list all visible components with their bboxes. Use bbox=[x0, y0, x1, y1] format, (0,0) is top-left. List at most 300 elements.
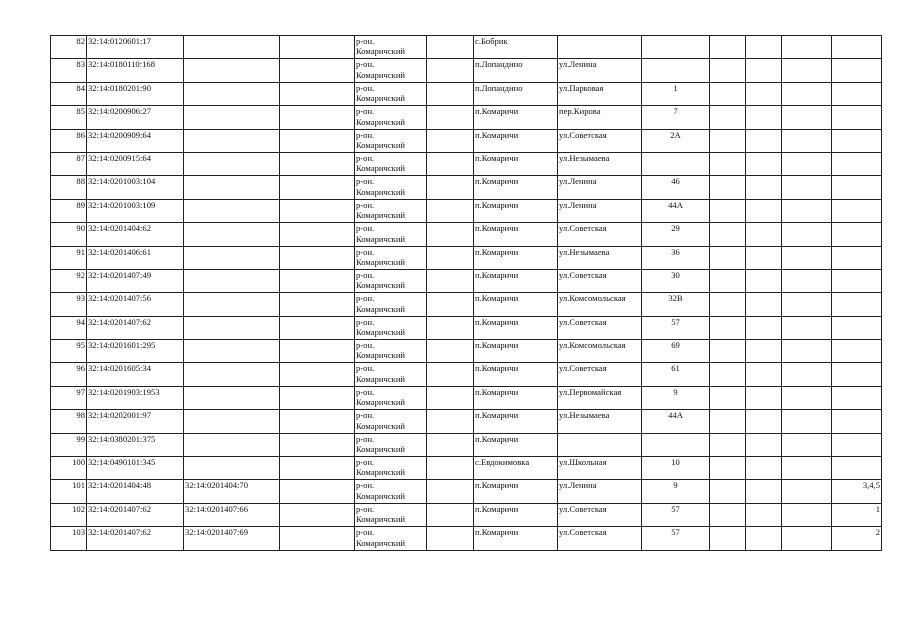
empty-cell bbox=[782, 176, 832, 199]
district-line-2: Комаричский bbox=[356, 210, 406, 221]
locality: п.Комаричи bbox=[474, 363, 558, 386]
district-cell bbox=[355, 457, 427, 480]
table-row bbox=[51, 82, 882, 105]
cadastral-number: 32:14:0201404:62 bbox=[87, 223, 184, 246]
street bbox=[558, 433, 642, 456]
cadastral-number: 32:14:0380201:375 bbox=[87, 433, 184, 456]
empty-cell bbox=[280, 433, 355, 456]
empty-cell bbox=[427, 503, 474, 526]
district-line-1: р-он. bbox=[356, 82, 375, 93]
cadastral-number: 32:14:0201003:104 bbox=[87, 176, 184, 199]
empty-cell bbox=[280, 82, 355, 105]
cadastral-number: 32:14:0120601:17 bbox=[87, 36, 184, 59]
street: ул.Советская bbox=[558, 223, 642, 246]
district-line-1: р-он. bbox=[356, 480, 375, 491]
empty-cell bbox=[746, 503, 782, 526]
district-line-2: Комаричский bbox=[356, 186, 406, 197]
district-line-2: Комаричский bbox=[356, 420, 406, 431]
district-line-2: Комаричский bbox=[356, 116, 406, 127]
empty-cell bbox=[782, 152, 832, 175]
related-cadastral-number bbox=[184, 340, 280, 363]
street: ул.Парковая bbox=[558, 82, 642, 105]
empty-cell bbox=[427, 316, 474, 339]
street: ул.Советская bbox=[558, 503, 642, 526]
room-numbers bbox=[832, 316, 882, 339]
cadastral-number: 32:14:0202001:97 bbox=[87, 410, 184, 433]
district-line-2: Комаричский bbox=[356, 163, 406, 174]
table-row bbox=[51, 129, 882, 152]
row-number: 97 bbox=[51, 386, 87, 409]
related-cadastral-number bbox=[184, 363, 280, 386]
locality: п.Комаричи bbox=[474, 527, 558, 550]
table-row bbox=[51, 223, 882, 246]
cadastral-number: 32:14:0200906:27 bbox=[87, 106, 184, 129]
street: пер.Кирова bbox=[558, 106, 642, 129]
room-numbers bbox=[832, 363, 882, 386]
district-line-1: р-он. bbox=[356, 106, 375, 117]
empty-cell bbox=[280, 246, 355, 269]
empty-cell bbox=[427, 340, 474, 363]
empty-cell bbox=[427, 363, 474, 386]
room-numbers bbox=[832, 269, 882, 292]
street: ул.Советская bbox=[558, 129, 642, 152]
district-cell bbox=[355, 293, 427, 316]
empty-cell bbox=[782, 269, 832, 292]
related-cadastral-number: 32:14:0201407:66 bbox=[184, 503, 280, 526]
empty-cell bbox=[427, 199, 474, 222]
empty-cell bbox=[427, 106, 474, 129]
empty-cell bbox=[746, 293, 782, 316]
empty-cell bbox=[427, 527, 474, 550]
related-cadastral-number: 32:14:0201404:70 bbox=[184, 480, 280, 503]
house-number: 57 bbox=[642, 503, 710, 526]
district-cell bbox=[355, 316, 427, 339]
table-row bbox=[51, 503, 882, 526]
empty-cell bbox=[280, 106, 355, 129]
related-cadastral-number bbox=[184, 129, 280, 152]
empty-cell bbox=[710, 82, 746, 105]
district-line-2: Комаричский bbox=[356, 350, 406, 361]
empty-cell bbox=[280, 152, 355, 175]
district-line-1: р-он. bbox=[356, 293, 375, 304]
district-cell bbox=[355, 433, 427, 456]
district-cell bbox=[355, 59, 427, 82]
row-number: 100 bbox=[51, 457, 87, 480]
empty-cell bbox=[710, 503, 746, 526]
table-row bbox=[51, 152, 882, 175]
cadastral-number: 32:14:0490101:345 bbox=[87, 457, 184, 480]
row-number: 85 bbox=[51, 106, 87, 129]
room-numbers bbox=[832, 293, 882, 316]
row-number: 90 bbox=[51, 223, 87, 246]
district-line-1: р-он. bbox=[356, 59, 375, 70]
district-line-2: Комаричский bbox=[356, 280, 406, 291]
empty-cell bbox=[782, 106, 832, 129]
empty-cell bbox=[782, 527, 832, 550]
locality: п.Комаричи bbox=[474, 129, 558, 152]
district-cell bbox=[355, 82, 427, 105]
empty-cell bbox=[782, 340, 832, 363]
house-number: 2А bbox=[642, 129, 710, 152]
empty-cell bbox=[782, 457, 832, 480]
locality: п.Комаричи bbox=[474, 503, 558, 526]
empty-cell bbox=[746, 152, 782, 175]
district-cell bbox=[355, 363, 427, 386]
district-line-1: р-он. bbox=[356, 340, 375, 351]
room-numbers bbox=[832, 36, 882, 59]
locality: п.Комаричи bbox=[474, 223, 558, 246]
locality: п.Лопандино bbox=[474, 82, 558, 105]
empty-cell bbox=[746, 340, 782, 363]
house-number: 69 bbox=[642, 340, 710, 363]
row-number: 88 bbox=[51, 176, 87, 199]
house-number: 46 bbox=[642, 176, 710, 199]
table-row bbox=[51, 480, 882, 503]
house-number bbox=[642, 433, 710, 456]
related-cadastral-number bbox=[184, 269, 280, 292]
house-number bbox=[642, 36, 710, 59]
empty-cell bbox=[427, 82, 474, 105]
cadastral-number: 32:14:0200915:64 bbox=[87, 152, 184, 175]
street: ул.Советская bbox=[558, 269, 642, 292]
locality: п.Комаричи bbox=[474, 106, 558, 129]
empty-cell bbox=[710, 480, 746, 503]
locality: с.Бобрик bbox=[474, 36, 558, 59]
table-row bbox=[51, 36, 882, 59]
empty-cell bbox=[782, 129, 832, 152]
district-line-1: р-он. bbox=[356, 527, 375, 538]
empty-cell bbox=[746, 176, 782, 199]
empty-cell bbox=[746, 82, 782, 105]
district-line-1: р-он. bbox=[356, 433, 375, 444]
street: ул.Советская bbox=[558, 527, 642, 550]
district-line-2: Комаричский bbox=[356, 327, 406, 338]
cadastral-number: 32:14:0201407:49 bbox=[87, 269, 184, 292]
house-number: 32В bbox=[642, 293, 710, 316]
cadastral-number: 32:14:0200909:64 bbox=[87, 129, 184, 152]
empty-cell bbox=[710, 340, 746, 363]
locality: п.Комаричи bbox=[474, 176, 558, 199]
table-row bbox=[51, 363, 882, 386]
cadastral-number: 32:14:0201003:109 bbox=[87, 199, 184, 222]
empty-cell bbox=[427, 269, 474, 292]
house-number: 9 bbox=[642, 480, 710, 503]
locality: п.Комаричи bbox=[474, 316, 558, 339]
district-cell bbox=[355, 106, 427, 129]
empty-cell bbox=[782, 199, 832, 222]
empty-cell bbox=[427, 36, 474, 59]
empty-cell bbox=[746, 269, 782, 292]
cadastral-number: 32:14:0201406:61 bbox=[87, 246, 184, 269]
street: ул.Незымаева bbox=[558, 246, 642, 269]
table-row bbox=[51, 527, 882, 550]
locality: п.Комаричи bbox=[474, 386, 558, 409]
street: ул.Незымаева bbox=[558, 410, 642, 433]
empty-cell bbox=[746, 223, 782, 246]
row-number: 96 bbox=[51, 363, 87, 386]
table-row bbox=[51, 410, 882, 433]
empty-cell bbox=[280, 340, 355, 363]
empty-cell bbox=[280, 36, 355, 59]
table-row bbox=[51, 293, 882, 316]
empty-cell bbox=[710, 363, 746, 386]
row-number: 91 bbox=[51, 246, 87, 269]
row-number: 93 bbox=[51, 293, 87, 316]
empty-cell bbox=[280, 293, 355, 316]
related-cadastral-number bbox=[184, 199, 280, 222]
empty-cell bbox=[746, 59, 782, 82]
related-cadastral-number bbox=[184, 457, 280, 480]
district-line-2: Комаричский bbox=[356, 373, 406, 384]
empty-cell bbox=[782, 293, 832, 316]
empty-cell bbox=[782, 82, 832, 105]
district-line-2: Комаричский bbox=[356, 256, 406, 267]
empty-cell bbox=[746, 480, 782, 503]
room-numbers bbox=[832, 340, 882, 363]
row-number: 101 bbox=[51, 480, 87, 503]
empty-cell bbox=[746, 246, 782, 269]
empty-cell bbox=[280, 176, 355, 199]
district-cell bbox=[355, 410, 427, 433]
district-line-1: р-он. bbox=[356, 152, 375, 163]
district-cell bbox=[355, 223, 427, 246]
district-line-2: Комаричский bbox=[356, 46, 406, 57]
empty-cell bbox=[746, 386, 782, 409]
related-cadastral-number bbox=[184, 36, 280, 59]
street: ул.Ленина bbox=[558, 176, 642, 199]
cadastral-number: 32:14:0180110:168 bbox=[87, 59, 184, 82]
table-row bbox=[51, 433, 882, 456]
empty-cell bbox=[427, 176, 474, 199]
district-line-1: р-он. bbox=[356, 503, 375, 514]
empty-cell bbox=[782, 316, 832, 339]
district-line-2: Комаричский bbox=[356, 69, 406, 80]
related-cadastral-number bbox=[184, 82, 280, 105]
house-number: 30 bbox=[642, 269, 710, 292]
house-number: 9 bbox=[642, 386, 710, 409]
district-line-1: р-он. bbox=[356, 316, 375, 327]
empty-cell bbox=[782, 223, 832, 246]
room-numbers bbox=[832, 246, 882, 269]
locality: п.Комаричи bbox=[474, 269, 558, 292]
row-number: 83 bbox=[51, 59, 87, 82]
row-number: 92 bbox=[51, 269, 87, 292]
room-numbers bbox=[832, 199, 882, 222]
district-line-2: Комаричский bbox=[356, 139, 406, 150]
cadastral-number: 32:14:0201601:295 bbox=[87, 340, 184, 363]
district-line-2: Комаричский bbox=[356, 514, 406, 525]
row-number: 98 bbox=[51, 410, 87, 433]
empty-cell bbox=[746, 457, 782, 480]
empty-cell bbox=[427, 246, 474, 269]
row-number: 95 bbox=[51, 340, 87, 363]
empty-cell bbox=[280, 129, 355, 152]
empty-cell bbox=[710, 457, 746, 480]
district-line-1: р-он. bbox=[356, 363, 375, 374]
district-line-1: р-он. bbox=[356, 223, 375, 234]
street: ул.Комсомольская bbox=[558, 340, 642, 363]
related-cadastral-number bbox=[184, 106, 280, 129]
room-numbers bbox=[832, 223, 882, 246]
empty-cell bbox=[710, 386, 746, 409]
locality: п.Комаричи bbox=[474, 246, 558, 269]
related-cadastral-number bbox=[184, 246, 280, 269]
empty-cell bbox=[280, 223, 355, 246]
street: ул.Ленина bbox=[558, 199, 642, 222]
empty-cell bbox=[746, 433, 782, 456]
related-cadastral-number bbox=[184, 410, 280, 433]
empty-cell bbox=[710, 223, 746, 246]
related-cadastral-number bbox=[184, 293, 280, 316]
district-line-1: р-он. bbox=[356, 176, 375, 187]
house-number: 29 bbox=[642, 223, 710, 246]
house-number: 36 bbox=[642, 246, 710, 269]
room-numbers bbox=[832, 410, 882, 433]
cadastral-number: 32:14:0201605:34 bbox=[87, 363, 184, 386]
room-numbers bbox=[832, 457, 882, 480]
district-line-2: Комаричский bbox=[356, 397, 406, 408]
related-cadastral-number bbox=[184, 433, 280, 456]
empty-cell bbox=[280, 503, 355, 526]
street: ул.Комсомольская bbox=[558, 293, 642, 316]
district-cell bbox=[355, 199, 427, 222]
table-row bbox=[51, 457, 882, 480]
table-row bbox=[51, 316, 882, 339]
related-cadastral-number bbox=[184, 176, 280, 199]
empty-cell bbox=[280, 316, 355, 339]
empty-cell bbox=[746, 316, 782, 339]
cadastral-number: 32:14:0180201:90 bbox=[87, 82, 184, 105]
related-cadastral-number bbox=[184, 386, 280, 409]
empty-cell bbox=[782, 246, 832, 269]
room-numbers bbox=[832, 152, 882, 175]
room-numbers bbox=[832, 59, 882, 82]
street: ул.Советская bbox=[558, 363, 642, 386]
locality: п.Комаричи bbox=[474, 199, 558, 222]
empty-cell bbox=[746, 129, 782, 152]
district-cell bbox=[355, 480, 427, 503]
district-line-2: Комаричский bbox=[356, 303, 406, 314]
empty-cell bbox=[710, 527, 746, 550]
row-number: 84 bbox=[51, 82, 87, 105]
empty-cell bbox=[782, 36, 832, 59]
row-number: 94 bbox=[51, 316, 87, 339]
house-number: 7 bbox=[642, 106, 710, 129]
district-cell bbox=[355, 386, 427, 409]
district-cell bbox=[355, 129, 427, 152]
district-cell bbox=[355, 269, 427, 292]
district-line-2: Комаричский bbox=[356, 537, 406, 548]
empty-cell bbox=[280, 59, 355, 82]
empty-cell bbox=[710, 410, 746, 433]
cadastral-number: 32:14:0201407:62 bbox=[87, 316, 184, 339]
empty-cell bbox=[746, 36, 782, 59]
district-cell bbox=[355, 176, 427, 199]
empty-cell bbox=[280, 527, 355, 550]
table-row bbox=[51, 176, 882, 199]
empty-cell bbox=[710, 129, 746, 152]
row-number: 86 bbox=[51, 129, 87, 152]
cadastral-number: 32:14:0201407:62 bbox=[87, 503, 184, 526]
district-cell bbox=[355, 152, 427, 175]
empty-cell bbox=[710, 59, 746, 82]
empty-cell bbox=[710, 246, 746, 269]
empty-cell bbox=[710, 293, 746, 316]
empty-cell bbox=[710, 152, 746, 175]
empty-cell bbox=[280, 457, 355, 480]
table-row bbox=[51, 59, 882, 82]
row-number: 102 bbox=[51, 503, 87, 526]
table-row bbox=[51, 269, 882, 292]
room-numbers bbox=[832, 106, 882, 129]
district-line-1: р-он. bbox=[356, 269, 375, 280]
district-line-1: р-он. bbox=[356, 129, 375, 140]
table-row bbox=[51, 386, 882, 409]
house-number: 61 bbox=[642, 363, 710, 386]
district-cell bbox=[355, 36, 427, 59]
district-cell bbox=[355, 246, 427, 269]
street: ул.Незымаева bbox=[558, 152, 642, 175]
district-line-2: Комаричский bbox=[356, 444, 406, 455]
room-numbers bbox=[832, 433, 882, 456]
locality: п.Комаричи bbox=[474, 340, 558, 363]
table-row bbox=[51, 106, 882, 129]
related-cadastral-number bbox=[184, 223, 280, 246]
room-numbers bbox=[832, 129, 882, 152]
row-number: 99 bbox=[51, 433, 87, 456]
row-number: 87 bbox=[51, 152, 87, 175]
district-cell bbox=[355, 340, 427, 363]
house-number: 1 bbox=[642, 82, 710, 105]
empty-cell bbox=[782, 59, 832, 82]
empty-cell bbox=[782, 480, 832, 503]
related-cadastral-number bbox=[184, 59, 280, 82]
house-number bbox=[642, 152, 710, 175]
empty-cell bbox=[427, 386, 474, 409]
empty-cell bbox=[427, 293, 474, 316]
empty-cell bbox=[782, 433, 832, 456]
empty-cell bbox=[427, 129, 474, 152]
locality: п.Комаричи bbox=[474, 480, 558, 503]
empty-cell bbox=[782, 386, 832, 409]
empty-cell bbox=[710, 269, 746, 292]
empty-cell bbox=[710, 316, 746, 339]
empty-cell bbox=[710, 199, 746, 222]
table-row bbox=[51, 246, 882, 269]
house-number: 44А bbox=[642, 410, 710, 433]
house-number: 10 bbox=[642, 457, 710, 480]
room-numbers bbox=[832, 386, 882, 409]
row-number: 82 bbox=[51, 36, 87, 59]
empty-cell bbox=[427, 433, 474, 456]
empty-cell bbox=[710, 106, 746, 129]
empty-cell bbox=[746, 527, 782, 550]
empty-cell bbox=[746, 199, 782, 222]
empty-cell bbox=[427, 480, 474, 503]
district-line-1: р-он. bbox=[356, 199, 375, 210]
street: ул.Советская bbox=[558, 316, 642, 339]
empty-cell bbox=[746, 106, 782, 129]
empty-cell bbox=[746, 363, 782, 386]
room-numbers: 1 bbox=[832, 503, 882, 526]
empty-cell bbox=[782, 363, 832, 386]
room-numbers: 2 bbox=[832, 527, 882, 550]
related-cadastral-number: 32:14:0201407:69 bbox=[184, 527, 280, 550]
empty-cell bbox=[280, 269, 355, 292]
cadastral-number: 32:14:0201407:56 bbox=[87, 293, 184, 316]
cadastral-number: 32:14:0201407:62 bbox=[87, 527, 184, 550]
empty-cell bbox=[782, 503, 832, 526]
